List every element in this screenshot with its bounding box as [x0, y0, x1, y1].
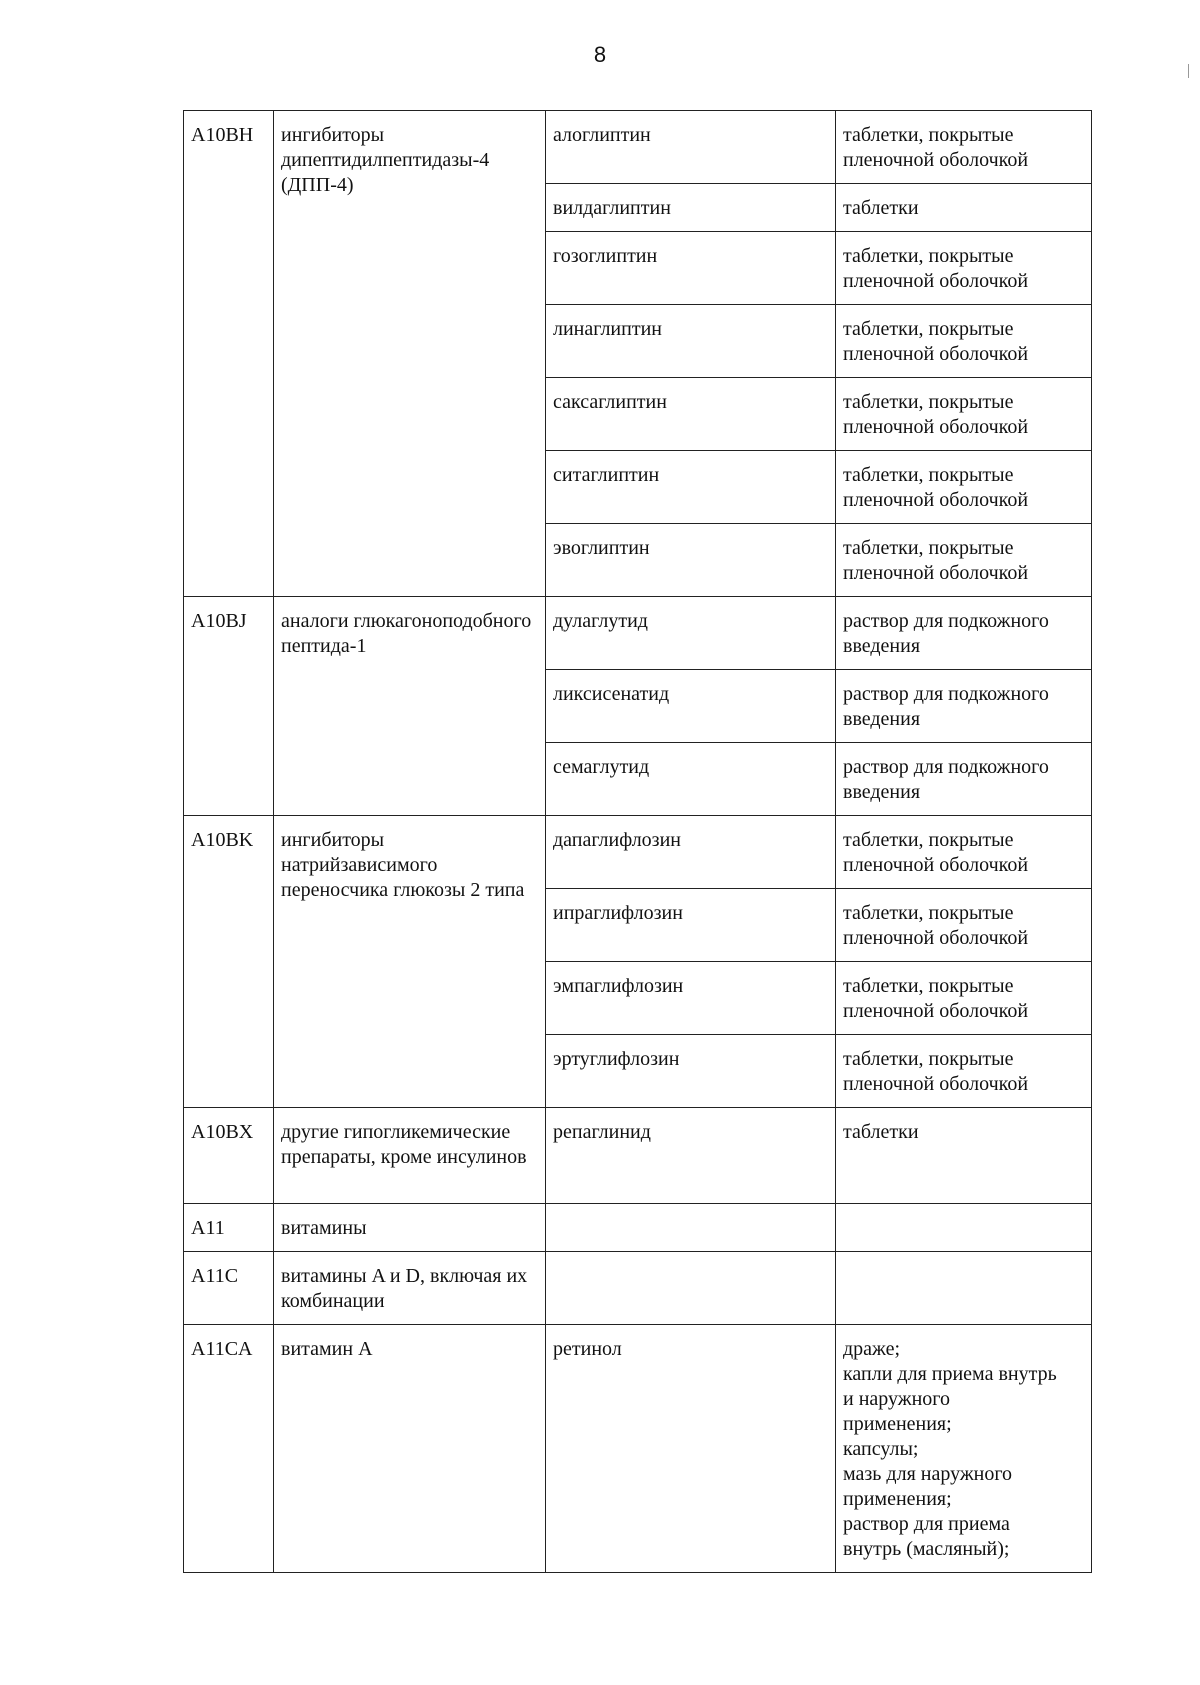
- dosage-form: таблетки, покрытые пленочной оболочкой: [836, 232, 1092, 305]
- dosage-form: таблетки, покрытые пленочной оболочкой: [836, 451, 1092, 524]
- table-row: [184, 1108, 1092, 1204]
- drug-name: эртуглифлозин: [546, 1035, 836, 1108]
- drug-name: [546, 1252, 836, 1325]
- dosage-form: раствор для подкожного введения: [836, 670, 1092, 743]
- drug-name: эвоглиптин: [546, 524, 836, 597]
- dosage-form-line: капли для приема внутрь: [843, 1363, 1057, 1385]
- atc-group-name: аналоги глюкагоноподобного пептида-1: [274, 597, 546, 816]
- drug-name: вилдаглиптин: [546, 184, 836, 232]
- table-row: [184, 111, 1092, 184]
- dosage-form: таблетки, покрытые пленочной оболочкой: [836, 524, 1092, 597]
- dosage-form-line: внутрь (масляный);: [843, 1538, 1010, 1560]
- dosage-form-line: применения;: [843, 1488, 952, 1510]
- atc-group-name: витамины A и D, включая их комбинации: [274, 1252, 546, 1325]
- dosage-form-line: и наружного: [843, 1388, 950, 1410]
- table-row: [184, 1325, 1092, 1573]
- atc-group-name: ингибиторы дипептидилпептидазы-4 (ДПП-4): [274, 111, 546, 597]
- dosage-form: таблетки: [836, 1108, 1092, 1204]
- drug-name: линаглиптин: [546, 305, 836, 378]
- dosage-form-line: применения;: [843, 1413, 952, 1435]
- drug-name: алоглиптин: [546, 111, 836, 184]
- drug-name: репаглинид: [546, 1108, 836, 1204]
- dosage-form: [836, 1204, 1092, 1252]
- atc-code: A10BK: [184, 816, 274, 1108]
- scan-mark: [1188, 64, 1189, 78]
- dosage-form: таблетки, покрытые пленочной оболочкой: [836, 816, 1092, 889]
- drug-name: дапаглифлозин: [546, 816, 836, 889]
- drug-name: [546, 1204, 836, 1252]
- table-row: [184, 816, 1092, 889]
- dosage-form: таблетки, покрытые пленочной оболочкой: [836, 889, 1092, 962]
- drug-name: ретинол: [546, 1325, 836, 1573]
- dosage-form: таблетки, покрытые пленочной оболочкой: [836, 305, 1092, 378]
- table-row: [184, 1252, 1092, 1325]
- drug-name: семаглутид: [546, 743, 836, 816]
- dosage-form: таблетки, покрытые пленочной оболочкой: [836, 962, 1092, 1035]
- drug-name: эмпаглифлозин: [546, 962, 836, 1035]
- atc-group-name: ингибиторы натрийзависимого переносчика глюкозы 2 типа: [274, 816, 546, 1108]
- dosage-form-list: [836, 1325, 1092, 1573]
- table-row: [184, 597, 1092, 670]
- dosage-form-line: драже;: [843, 1338, 901, 1360]
- drug-name: ситаглиптин: [546, 451, 836, 524]
- dosage-form: таблетки, покрытые пленочной оболочкой: [836, 1035, 1092, 1108]
- drug-name: ипраглифлозин: [546, 889, 836, 962]
- drug-name: гозоглиптин: [546, 232, 836, 305]
- drug-name: ликсисенатид: [546, 670, 836, 743]
- dosage-form-line: капсулы;: [843, 1438, 919, 1460]
- atc-code: A10BH: [184, 111, 274, 597]
- dosage-form: таблетки: [836, 184, 1092, 232]
- dosage-form: таблетки, покрытые пленочной оболочкой: [836, 378, 1092, 451]
- atc-code: A11C: [184, 1252, 274, 1325]
- dosage-form-line: мазь для наружного: [843, 1463, 1013, 1485]
- dosage-form: таблетки, покрытые пленочной оболочкой: [836, 111, 1092, 184]
- page-number: 8: [593, 42, 607, 67]
- atc-code: A11CA: [184, 1325, 274, 1573]
- drug-name: саксаглиптин: [546, 378, 836, 451]
- dosage-form-line: раствор для приема: [843, 1513, 1010, 1535]
- atc-code: A11: [184, 1204, 274, 1252]
- drug-name: дулаглутид: [546, 597, 836, 670]
- drug-table: [183, 110, 1092, 1573]
- atc-group-name: витамины: [274, 1204, 546, 1252]
- table-row: [184, 1204, 1092, 1252]
- atc-group-name: другие гипогликемические препараты, кроме инсулинов: [274, 1108, 546, 1204]
- atc-group-name: витамин A: [274, 1325, 546, 1573]
- dosage-form: [836, 1252, 1092, 1325]
- atc-code: A10BJ: [184, 597, 274, 816]
- atc-code: A10BX: [184, 1108, 274, 1204]
- dosage-form: раствор для подкожного введения: [836, 597, 1092, 670]
- dosage-form: раствор для подкожного введения: [836, 743, 1092, 816]
